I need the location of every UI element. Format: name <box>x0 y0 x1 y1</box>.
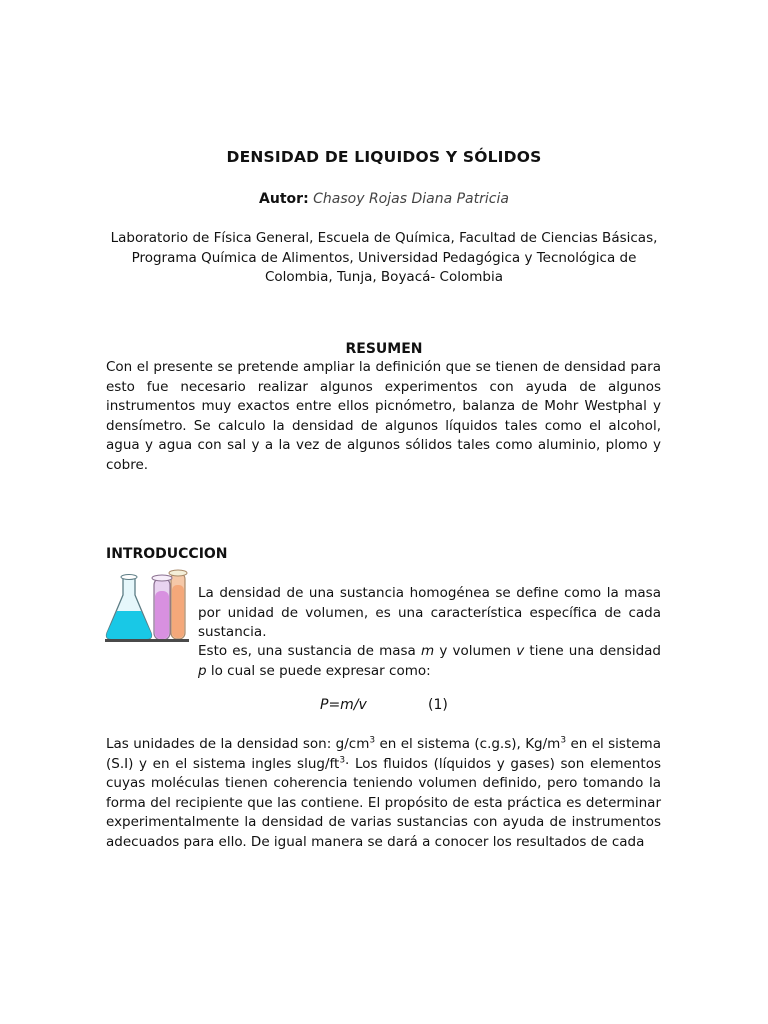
intro-paragraph-1: La densidad de una sustancia homogénea se define como la masa por unidad de volumen, es una característica específica de cada sustancia. <box>198 585 661 640</box>
p2-text-a: Esto es, una sustancia de masa <box>198 643 421 659</box>
author-name: Chasoy Rojas Diana Patricia <box>313 191 509 207</box>
var-m: m <box>420 643 435 659</box>
formula-number: (1) <box>428 697 448 713</box>
sup-3-a: 3 <box>369 735 376 746</box>
p2-text-d: lo cual se puede expresar como: <box>206 662 431 679</box>
units-text-d: · Los fluidos (líquidos y gases) son elementos cuyas moléculas tienen coherencia teniendo volumen definido, pero tomando la forma del recipiente que las contiene. El propósito de esta práctica es determinar experimentalmente la densidad de varias sustancias con ayuda de instrumentos adecuados para ello. De igual manera se dará a conocer los resultados de cada <box>106 755 661 850</box>
units-paragraph <box>106 735 661 852</box>
affiliation: Laboratorio de Física General, Escuela de Química, Facultad de Ciencias Básicas, Programa Química de Alimentos, Universidad Pedagógica y Tecnológica de Colombia, Tunja, Boyacá- Colombia <box>110 230 658 285</box>
introduccion-heading: INTRODUCCION <box>106 546 228 562</box>
units-text-c: en el sistema (S.I) y en el sistema ingles slug/ft <box>106 736 661 772</box>
p2-text-c: tiene una densidad <box>524 643 661 659</box>
sup-3-c: 3 <box>339 755 346 765</box>
units-text-a: Las unidades de la densidad son: g/cm <box>106 736 370 752</box>
var-p: p <box>198 662 207 679</box>
paper-title: DENSIDAD DE LIQUIDOS Y SÓLIDOS <box>226 148 542 166</box>
author-line <box>0 191 768 207</box>
units-text-b: en el sistema (c.g.s), Kg/m <box>375 736 561 752</box>
sup-3-b: 3 <box>560 735 567 746</box>
resumen-body: Con el presente se pretende ampliar la definición que se tienen de densidad para esto fue necesario realizar algunos experimentos con ayuda de algunos instrumentos muy exactos entre ellos picnómetro, balanza de Mohr Westphal y densímetro. Se calculo la densidad de algunos líquidos tales como el alcohol, agua y agua con sal y a la vez de algunos sólidos tales como aluminio, plomo y cobre. <box>106 359 661 473</box>
resumen-heading: RESUMEN <box>345 341 423 357</box>
lab-glassware-image <box>105 569 189 642</box>
p2-text-b: y volumen <box>434 643 517 659</box>
formula-expression: P=m/v <box>320 697 367 713</box>
var-v: v <box>516 643 525 659</box>
density-formula <box>320 697 448 713</box>
author-label: Autor: <box>259 191 309 207</box>
intro-paragraph-2 <box>198 642 661 681</box>
